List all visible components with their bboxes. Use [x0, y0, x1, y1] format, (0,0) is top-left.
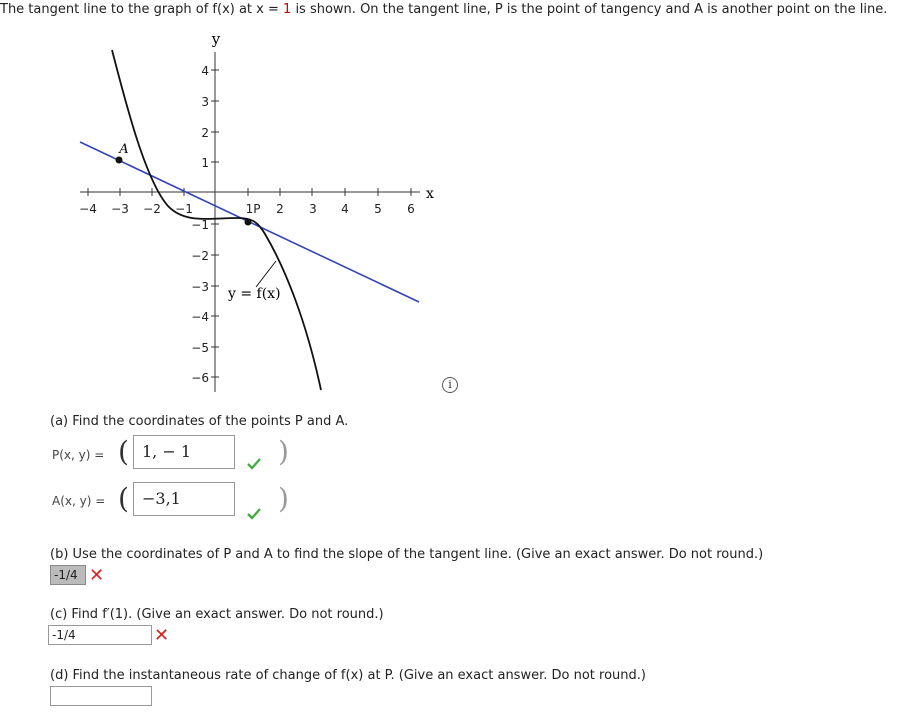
y-tick-label: −2: [191, 249, 209, 263]
y-tick-label: −1: [191, 218, 209, 232]
y-tick-label: 1: [201, 156, 209, 170]
p-left-paren: (: [118, 435, 129, 468]
curve-label-leader: [256, 261, 276, 287]
a-coordinate-input[interactable]: −3,1: [133, 482, 235, 516]
y-tick-label: 2: [201, 126, 209, 140]
slope-incorrect-x-icon: ✕: [89, 565, 105, 586]
point-a-label: A: [119, 142, 129, 157]
a-coordinate-label: A(x, y) =: [52, 494, 106, 508]
y-tick-label: −4: [191, 310, 209, 324]
x-tick-label: −3: [111, 202, 129, 216]
x-axis-label: x: [426, 186, 434, 202]
slope-answer-input[interactable]: -1/4: [50, 565, 86, 585]
y-axis-label: y: [211, 30, 221, 48]
point-a: [116, 157, 123, 164]
x-tick-label: 2: [276, 202, 284, 216]
y-tick-label: −3: [191, 280, 209, 294]
derivative-answer-input[interactable]: -1/4: [48, 625, 152, 645]
x-tick-label: 5: [374, 202, 382, 216]
info-icon[interactable]: i: [442, 377, 458, 393]
prompt-x-value: 1: [283, 2, 292, 17]
part-d-question: (d) Find the instantaneous rate of change of f(x) at P. (Give an exact answer. Do not round.): [50, 668, 646, 683]
point-p: [245, 219, 252, 226]
p-correct-check-icon: [247, 458, 261, 474]
a-correct-check-icon: [247, 508, 261, 524]
part-a-question: (a) Find the coordinates of the points P and A.: [50, 414, 349, 429]
a-right-paren: ): [278, 482, 289, 515]
x-tick-label: 1P: [245, 202, 261, 216]
part-c-question: (c) Find f′(1). (Give an exact answer. Do not round.): [50, 607, 384, 622]
p-coordinate-label: P(x, y) =: [52, 448, 105, 462]
y-tick-label: −6: [191, 371, 209, 385]
x-tick-label: 4: [341, 202, 349, 216]
p-coordinate-input[interactable]: 1, − 1: [133, 435, 235, 469]
y-tick-label: 4: [201, 64, 209, 78]
rate-of-change-input[interactable]: [50, 686, 152, 706]
x-tick-label: −4: [79, 202, 97, 216]
derivative-incorrect-x-icon: ✕: [154, 625, 170, 646]
part-b-question: (b) Use the coordinates of P and A to find the slope of the tangent line. (Give an exact answer. Do not round.): [50, 547, 764, 562]
p-right-paren: ): [278, 435, 289, 468]
x-tick-label: 6: [407, 202, 415, 216]
x-tick-label: −1: [175, 202, 193, 216]
prompt-text-1: The tangent line to the graph of f(x) at x =: [0, 2, 284, 17]
a-left-paren: (: [118, 482, 129, 515]
prompt-text-2: is shown. On the tangent line, P is the point of tangency and A is another point on the line.: [291, 2, 888, 17]
curve-label: y = f(x): [228, 286, 281, 302]
y-tick-label: −5: [191, 341, 209, 355]
x-tick-label: −2: [143, 202, 161, 216]
x-tick-label: 3: [309, 202, 317, 216]
y-tick-label: 3: [201, 95, 209, 109]
